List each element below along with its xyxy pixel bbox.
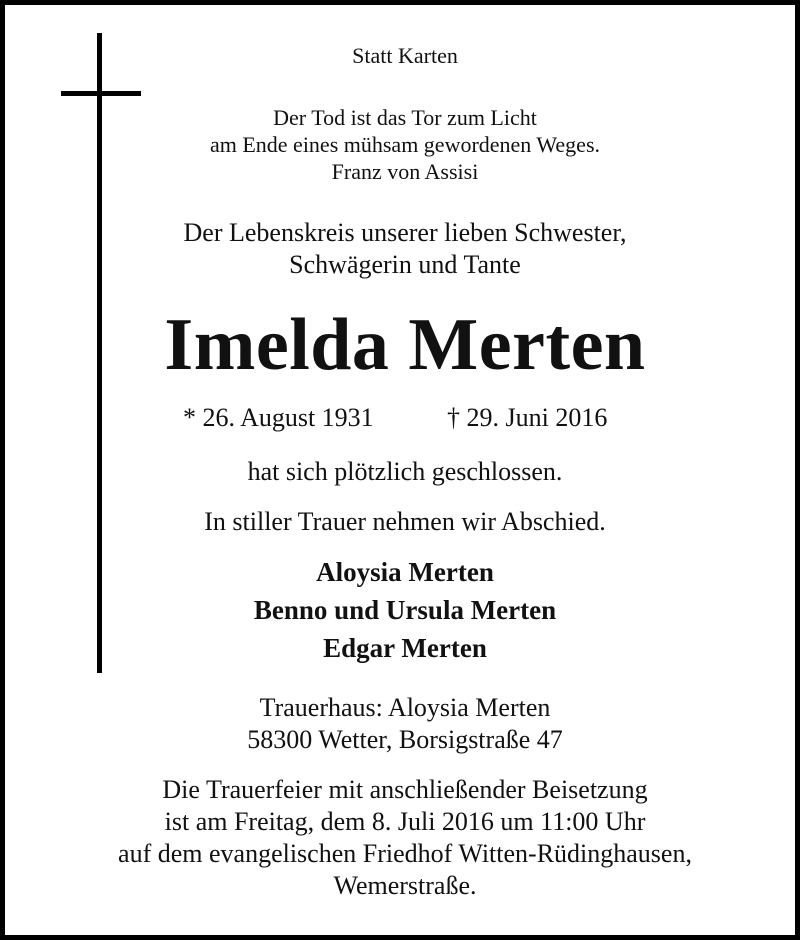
- statement-text: hat sich plötzlich geschlossen.: [247, 457, 563, 486]
- quote-line-2: am Ende eines mühsam gewordenen Weges.: [209, 132, 601, 157]
- quote-author: Franz von Assisi: [331, 159, 479, 184]
- mourner-name: Edgar Merten: [323, 633, 487, 663]
- service-line-2: ist am Freitag, dem 8. Juli 2016 um 11:00 Uhr: [164, 807, 646, 836]
- service-line-3: auf dem evangelischen Friedhof Witten-Rüdinghausen,: [118, 839, 692, 868]
- farewell-text: In stiller Trauer nehmen wir Abschied.: [204, 507, 606, 536]
- mourning-house-line-1: Trauerhaus: Aloysia Merten: [259, 693, 551, 722]
- mourning-house-line-2: 58300 Wetter, Borsigstraße 47: [247, 725, 563, 754]
- header-title: Statt Karten: [352, 43, 458, 68]
- quote-line-1: Der Tod ist das Tor zum Licht: [273, 105, 537, 130]
- deceased-name: Imelda Merten: [164, 304, 646, 386]
- service-line-1: Die Trauerfeier mit anschließender Beisetzung: [162, 775, 648, 804]
- service-line-4: Wemerstraße.: [333, 871, 477, 900]
- mourner-name: Aloysia Merten: [316, 557, 494, 587]
- intro-line-2: Schwägerin und Tante: [289, 250, 521, 279]
- death-date: † 29. Juni 2016: [447, 403, 608, 432]
- cross-icon-horizontal-bar: [61, 91, 141, 96]
- mourner-name: Benno und Ursula Merten: [253, 595, 557, 625]
- birth-date: * 26. August 1931: [183, 403, 374, 432]
- intro-line-1: Der Lebenskreis unserer lieben Schwester,: [183, 218, 627, 247]
